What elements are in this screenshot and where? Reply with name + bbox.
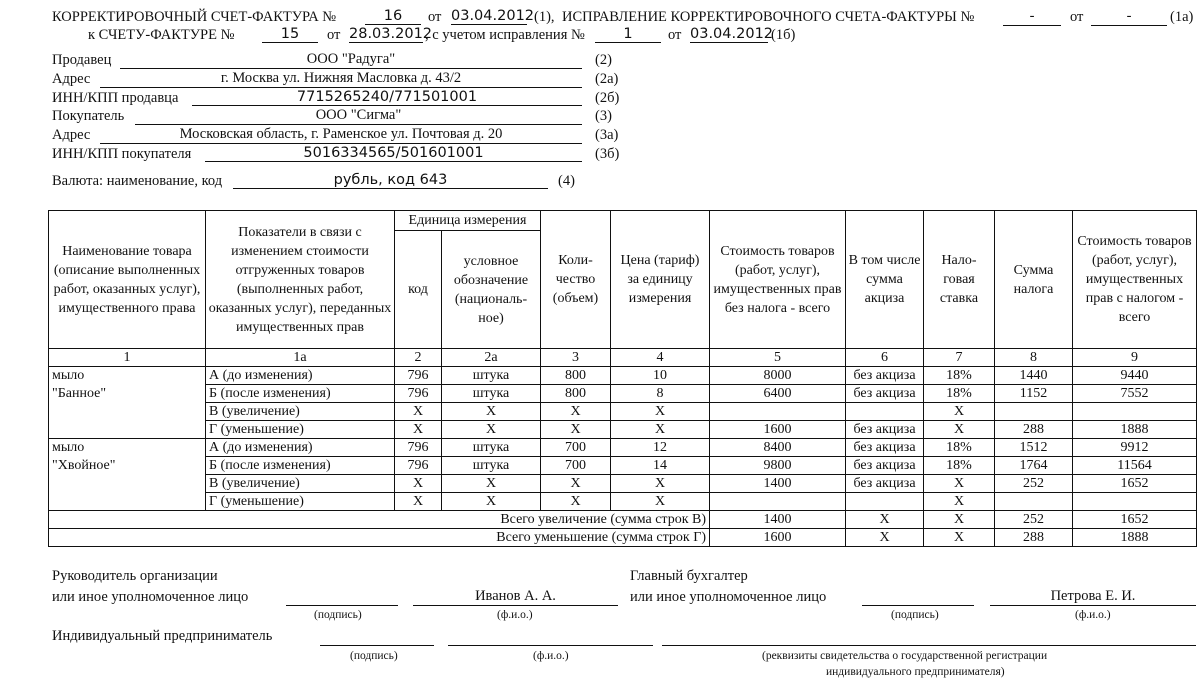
seller-address-label: Адрес bbox=[52, 71, 91, 87]
registration-caption-1: (реквизиты свидетельства о государственной регистрации bbox=[762, 650, 1048, 662]
total-cost-no-tax: 1600 bbox=[710, 529, 846, 547]
cost-with-tax bbox=[1073, 493, 1197, 511]
row-indicator: Г (уменьшение) bbox=[206, 493, 395, 511]
unit-name: штука bbox=[442, 385, 541, 403]
price: 10 bbox=[611, 367, 710, 385]
price: X bbox=[611, 403, 710, 421]
tax-amount: 1152 bbox=[995, 385, 1073, 403]
entrepreneur-registration-line bbox=[662, 628, 1196, 646]
quantity: 800 bbox=[541, 385, 611, 403]
cost-no-tax: 1600 bbox=[710, 421, 846, 439]
excise: без акциза bbox=[846, 421, 924, 439]
table-row bbox=[49, 403, 1197, 421]
total-cost-no-tax: 1400 bbox=[710, 511, 846, 529]
excise: без акциза bbox=[846, 439, 924, 457]
unit-code: 796 bbox=[395, 439, 442, 457]
unit-code: X bbox=[395, 403, 442, 421]
unit-code: 796 bbox=[395, 385, 442, 403]
head-fio-caption: (ф.и.о.) bbox=[497, 609, 533, 621]
col-number: 7 bbox=[924, 349, 995, 367]
buyer-address-code: (3а) bbox=[595, 127, 619, 143]
seller-inn-value: 7715265240/771501001 bbox=[192, 89, 582, 106]
buyer-inn-label: ИНН/КПП покупателя bbox=[52, 146, 192, 162]
unit-code: 796 bbox=[395, 457, 442, 475]
header-unit-group: Единица измерения bbox=[395, 211, 541, 231]
head-label-2: или иное уполномоченное лицо bbox=[52, 589, 249, 605]
excise: без акциза bbox=[846, 367, 924, 385]
base-fix-date: 03.04.2012 bbox=[690, 26, 774, 42]
header-rate: Нало-говая ставка bbox=[924, 211, 995, 349]
header-cost-no-tax: Стоимость товаров (работ, услуг), имущественных прав без налога - всего bbox=[710, 211, 846, 349]
cost-no-tax: 8000 bbox=[710, 367, 846, 385]
currency-code: (4) bbox=[558, 173, 575, 189]
tax-amount bbox=[995, 493, 1073, 511]
quantity: X bbox=[541, 403, 611, 421]
header-name: Наименование товара (описание выполненных работ, оказанных услуг), имущественного права bbox=[49, 211, 206, 349]
col-number: 4 bbox=[611, 349, 710, 367]
col-number: 2 bbox=[395, 349, 442, 367]
accountant-name: Петрова Е. И. bbox=[990, 588, 1196, 606]
col-number: 1а bbox=[206, 349, 395, 367]
unit-name: X bbox=[442, 475, 541, 493]
tax-rate: X bbox=[924, 421, 995, 439]
table-row bbox=[49, 421, 1197, 439]
tax-rate: 18% bbox=[924, 385, 995, 403]
head-label-1: Руководитель организации bbox=[52, 568, 218, 584]
row-indicator: Б (после изменения) bbox=[206, 457, 395, 475]
total-tax: 252 bbox=[995, 511, 1073, 529]
from-label: от bbox=[428, 9, 442, 25]
quantity: 800 bbox=[541, 367, 611, 385]
table-row bbox=[49, 439, 1197, 457]
cost-no-tax bbox=[710, 493, 846, 511]
tax-rate: X bbox=[924, 403, 995, 421]
excise bbox=[846, 493, 924, 511]
buyer-address-label: Адрес bbox=[52, 127, 91, 143]
total-excise: X bbox=[846, 511, 924, 529]
item-name-cell: "Хвойное" bbox=[49, 457, 206, 475]
item-name-cell bbox=[49, 421, 206, 439]
col-number: 2а bbox=[442, 349, 541, 367]
tax-rate: 18% bbox=[924, 367, 995, 385]
unit-code: X bbox=[395, 475, 442, 493]
base-invoice-number: 15 bbox=[262, 26, 318, 43]
total-cost-with-tax: 1888 bbox=[1073, 529, 1197, 547]
header-price: Цена (тариф) за единицу измерения bbox=[611, 211, 710, 349]
total-tax: 288 bbox=[995, 529, 1073, 547]
excise: без акциза bbox=[846, 385, 924, 403]
price: 12 bbox=[611, 439, 710, 457]
tax-rate: 18% bbox=[924, 439, 995, 457]
base-fix-label: , с учетом исправления № bbox=[425, 27, 585, 43]
tax-rate: 18% bbox=[924, 457, 995, 475]
accountant-label-1: Главный бухгалтер bbox=[630, 568, 748, 584]
tax-rate: X bbox=[924, 493, 995, 511]
entrepreneur-fio-caption: (ф.и.о.) bbox=[533, 650, 569, 662]
table-row bbox=[49, 457, 1197, 475]
buyer-label: Покупатель bbox=[52, 108, 125, 124]
base-invoice-date: 28.03.2012 bbox=[349, 26, 433, 42]
row-indicator: А (до изменения) bbox=[206, 367, 395, 385]
total-excise: X bbox=[846, 529, 924, 547]
invoice-number: 16 bbox=[365, 8, 421, 25]
unit-name: штука bbox=[442, 457, 541, 475]
seller-inn-code: (2б) bbox=[595, 90, 620, 106]
tax-amount: 288 bbox=[995, 421, 1073, 439]
excise bbox=[846, 403, 924, 421]
unit-code: 796 bbox=[395, 367, 442, 385]
excise: без акциза bbox=[846, 457, 924, 475]
header-indicators: Показатели в связи с изменением стоимости отгруженных товаров (выполненных работ, оказанных услуг), переданных имущественных прав bbox=[206, 211, 395, 349]
header-qty: Коли-чество (объем) bbox=[541, 211, 611, 349]
cost-with-tax: 1888 bbox=[1073, 421, 1197, 439]
header-tax: Сумма налога bbox=[995, 211, 1073, 349]
unit-name: X bbox=[442, 493, 541, 511]
marker-1: (1), bbox=[534, 9, 555, 25]
tax-amount bbox=[995, 403, 1073, 421]
quantity: 700 bbox=[541, 439, 611, 457]
invoice-table bbox=[48, 210, 1197, 547]
seller-label: Продавец bbox=[52, 52, 112, 68]
row-indicator: А (до изменения) bbox=[206, 439, 395, 457]
cost-no-tax bbox=[710, 403, 846, 421]
head-sign-caption: (подпись) bbox=[314, 609, 362, 621]
from-label-4: от bbox=[668, 27, 682, 43]
cost-with-tax bbox=[1073, 403, 1197, 421]
tax-amount: 1440 bbox=[995, 367, 1073, 385]
item-name-cell: мыло bbox=[49, 439, 206, 457]
price: X bbox=[611, 421, 710, 439]
from-label-2: от bbox=[1070, 9, 1084, 25]
seller-address-value: г. Москва ул. Нижняя Масловка д. 43/2 bbox=[100, 70, 582, 88]
excise: без акциза bbox=[846, 475, 924, 493]
header-unit-code: код bbox=[395, 231, 442, 349]
entrepreneur-sign-caption: (подпись) bbox=[350, 650, 398, 662]
cost-with-tax: 1652 bbox=[1073, 475, 1197, 493]
table-row bbox=[49, 475, 1197, 493]
unit-name: X bbox=[442, 421, 541, 439]
price: X bbox=[611, 475, 710, 493]
base-invoice-label: к СЧЕТУ-ФАКТУРЕ № bbox=[88, 27, 235, 43]
unit-name: X bbox=[442, 403, 541, 421]
marker-1a: (1а) bbox=[1170, 9, 1194, 25]
buyer-code: (3) bbox=[595, 108, 612, 124]
entrepreneur-label: Индивидуальный предприниматель bbox=[52, 628, 273, 644]
cost-no-tax: 8400 bbox=[710, 439, 846, 457]
quantity: 700 bbox=[541, 457, 611, 475]
cost-no-tax: 6400 bbox=[710, 385, 846, 403]
buyer-inn-value: 5016334565/501601001 bbox=[205, 145, 582, 162]
price: 14 bbox=[611, 457, 710, 475]
item-name-cell bbox=[49, 475, 206, 493]
total-rate: X bbox=[924, 529, 995, 547]
head-name: Иванов А. А. bbox=[413, 588, 618, 606]
entrepreneur-fio-line bbox=[448, 628, 653, 646]
tax-amount: 1512 bbox=[995, 439, 1073, 457]
header-excise: В том числе сумма акциза bbox=[846, 211, 924, 349]
cost-with-tax: 9440 bbox=[1073, 367, 1197, 385]
entrepreneur-signature-line bbox=[320, 628, 434, 646]
table-row bbox=[49, 367, 1197, 385]
row-indicator: В (увеличение) bbox=[206, 475, 395, 493]
quantity: X bbox=[541, 421, 611, 439]
seller-code: (2) bbox=[595, 52, 612, 68]
cost-with-tax: 11564 bbox=[1073, 457, 1197, 475]
cost-with-tax: 9912 bbox=[1073, 439, 1197, 457]
accountant-signature-line bbox=[862, 588, 974, 606]
row-indicator: Г (уменьшение) bbox=[206, 421, 395, 439]
table-row bbox=[49, 385, 1197, 403]
header-cost-with-tax: Стоимость товаров (работ, услуг), имущественных прав с налогом - всего bbox=[1073, 211, 1197, 349]
tax-amount: 252 bbox=[995, 475, 1073, 493]
fix-date: - bbox=[1091, 8, 1167, 26]
fix-title: ИСПРАВЛЕНИЕ КОРРЕКТИРОВОЧНОГО СЧЕТА-ФАКТУРЫ № bbox=[562, 9, 975, 25]
accountant-fio-caption: (ф.и.о.) bbox=[1075, 609, 1111, 621]
buyer-address-value: Московская область, г. Раменское ул. Почтовая д. 20 bbox=[100, 126, 582, 144]
item-name-cell bbox=[49, 403, 206, 421]
cost-with-tax: 7552 bbox=[1073, 385, 1197, 403]
col-number: 6 bbox=[846, 349, 924, 367]
col-number: 8 bbox=[995, 349, 1073, 367]
tax-amount: 1764 bbox=[995, 457, 1073, 475]
head-signature-line bbox=[286, 588, 398, 606]
cost-no-tax: 1400 bbox=[710, 475, 846, 493]
currency-value: рубль, код 643 bbox=[233, 172, 548, 189]
totals-row bbox=[49, 511, 1197, 529]
total-rate: X bbox=[924, 511, 995, 529]
totals-label: Всего увеличение (сумма строк В) bbox=[49, 511, 710, 529]
marker-1b: (1б) bbox=[771, 27, 796, 43]
seller-inn-label: ИНН/КПП продавца bbox=[52, 90, 179, 106]
total-cost-with-tax: 1652 bbox=[1073, 511, 1197, 529]
seller-value: ООО "Радуга" bbox=[120, 51, 582, 69]
header-unit-name: условное обозначение (националь-ное) bbox=[442, 231, 541, 349]
col-number: 9 bbox=[1073, 349, 1197, 367]
accountant-label-2: или иное уполномоченное лицо bbox=[630, 589, 827, 605]
accountant-sign-caption: (подпись) bbox=[891, 609, 939, 621]
price: 8 bbox=[611, 385, 710, 403]
column-numbers-row bbox=[49, 349, 1197, 367]
totals-label: Всего уменьшение (сумма строк Г) bbox=[49, 529, 710, 547]
tax-rate: X bbox=[924, 475, 995, 493]
unit-code: X bbox=[395, 421, 442, 439]
col-number: 5 bbox=[710, 349, 846, 367]
totals-row bbox=[49, 529, 1197, 547]
registration-caption-2: индивидуального предпринимателя) bbox=[826, 666, 1005, 678]
item-name-cell bbox=[49, 493, 206, 511]
quantity: X bbox=[541, 475, 611, 493]
table-row bbox=[49, 493, 1197, 511]
row-indicator: Б (после изменения) bbox=[206, 385, 395, 403]
price: X bbox=[611, 493, 710, 511]
unit-name: штука bbox=[442, 439, 541, 457]
item-name-cell: мыло bbox=[49, 367, 206, 385]
buyer-inn-code: (3б) bbox=[595, 146, 620, 162]
from-label-3: от bbox=[327, 27, 341, 43]
base-fix-number: 1 bbox=[595, 26, 661, 43]
correction-invoice-title: КОРРЕКТИРОВОЧНЫЙ СЧЕТ-ФАКТУРА № bbox=[52, 9, 337, 25]
seller-address-code: (2а) bbox=[595, 71, 619, 87]
quantity: X bbox=[541, 493, 611, 511]
col-number: 3 bbox=[541, 349, 611, 367]
currency-label: Валюта: наименование, код bbox=[52, 173, 223, 189]
invoice-date: 03.04.2012 bbox=[451, 8, 535, 24]
unit-name: штука bbox=[442, 367, 541, 385]
buyer-value: ООО "Сигма" bbox=[135, 107, 582, 125]
fix-number: - bbox=[1003, 8, 1061, 26]
item-name-cell: "Банное" bbox=[49, 385, 206, 403]
unit-code: X bbox=[395, 493, 442, 511]
col-number: 1 bbox=[49, 349, 206, 367]
cost-no-tax: 9800 bbox=[710, 457, 846, 475]
row-indicator: В (увеличение) bbox=[206, 403, 395, 421]
